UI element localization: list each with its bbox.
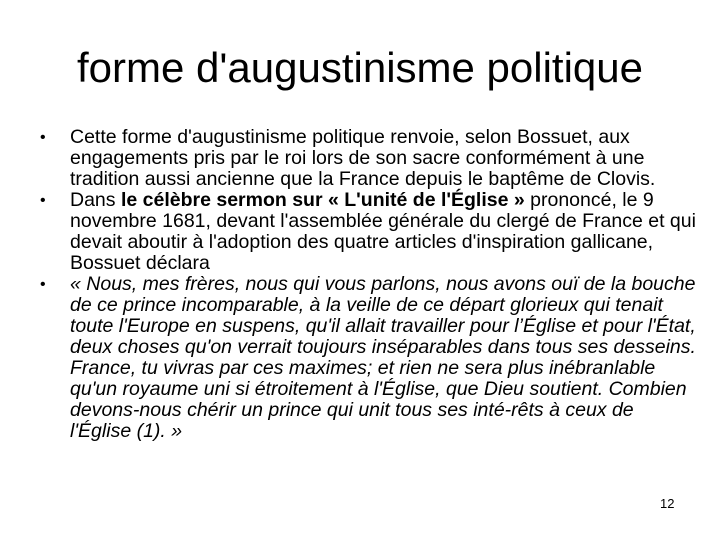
bullet-text-3-quote: « Nous, mes frères, nous qui vous parlons, nous avons ouï de la bouche de ce prince incomparable, à la veille de ce départ glorieux qui tenait toute l'Europe en suspens, qu'il allait travailler pour l’Église et pour l'État, deux choses qu'on verrait toujours inséparables dans tous ses desseins. France, tu vivras par ces maximes; et rien ne sera plus inébranlable qu'un royaume uni si étroitement à l'Église, que Dieu soutient. Combien devons-nous chérir un prince qui unit tous ses inté-rêts à ceux de l'Église (1). » (70, 273, 696, 442)
slide-title: forme d'augustinisme politique (77, 44, 643, 91)
bullet-text-1: Cette forme d'augustinisme politique renvoie, selon Bossuet, aux engagements pris par le roi lors de son sacre conformément à une tradition aussi ancienne que la France depuis le baptême de Clovis. (70, 126, 656, 190)
bullet-item-2 (40, 190, 700, 274)
bullet-text-2 (70, 190, 700, 274)
bullet-item-1 (40, 127, 700, 190)
bullet-text-2-before: Dans (70, 189, 121, 211)
bullet-marker: • (40, 276, 46, 293)
bullet-marker: • (40, 192, 46, 209)
bullet-item-3 (40, 274, 700, 442)
bullet-text-2-emphasis: le célèbre sermon sur « L'unité de l'Église » (120, 189, 525, 211)
page-number: 12 (660, 496, 675, 511)
bullet-marker: • (40, 129, 46, 146)
bullet-list (40, 127, 700, 442)
bullet-text-2-after: prononcé, le 9 novembre 1681, devant l'assemblée générale du clergé de France et qui devait aboutir à l'adoption des quatre articles d'inspiration gallicane, Bossuet déclara (70, 189, 696, 274)
